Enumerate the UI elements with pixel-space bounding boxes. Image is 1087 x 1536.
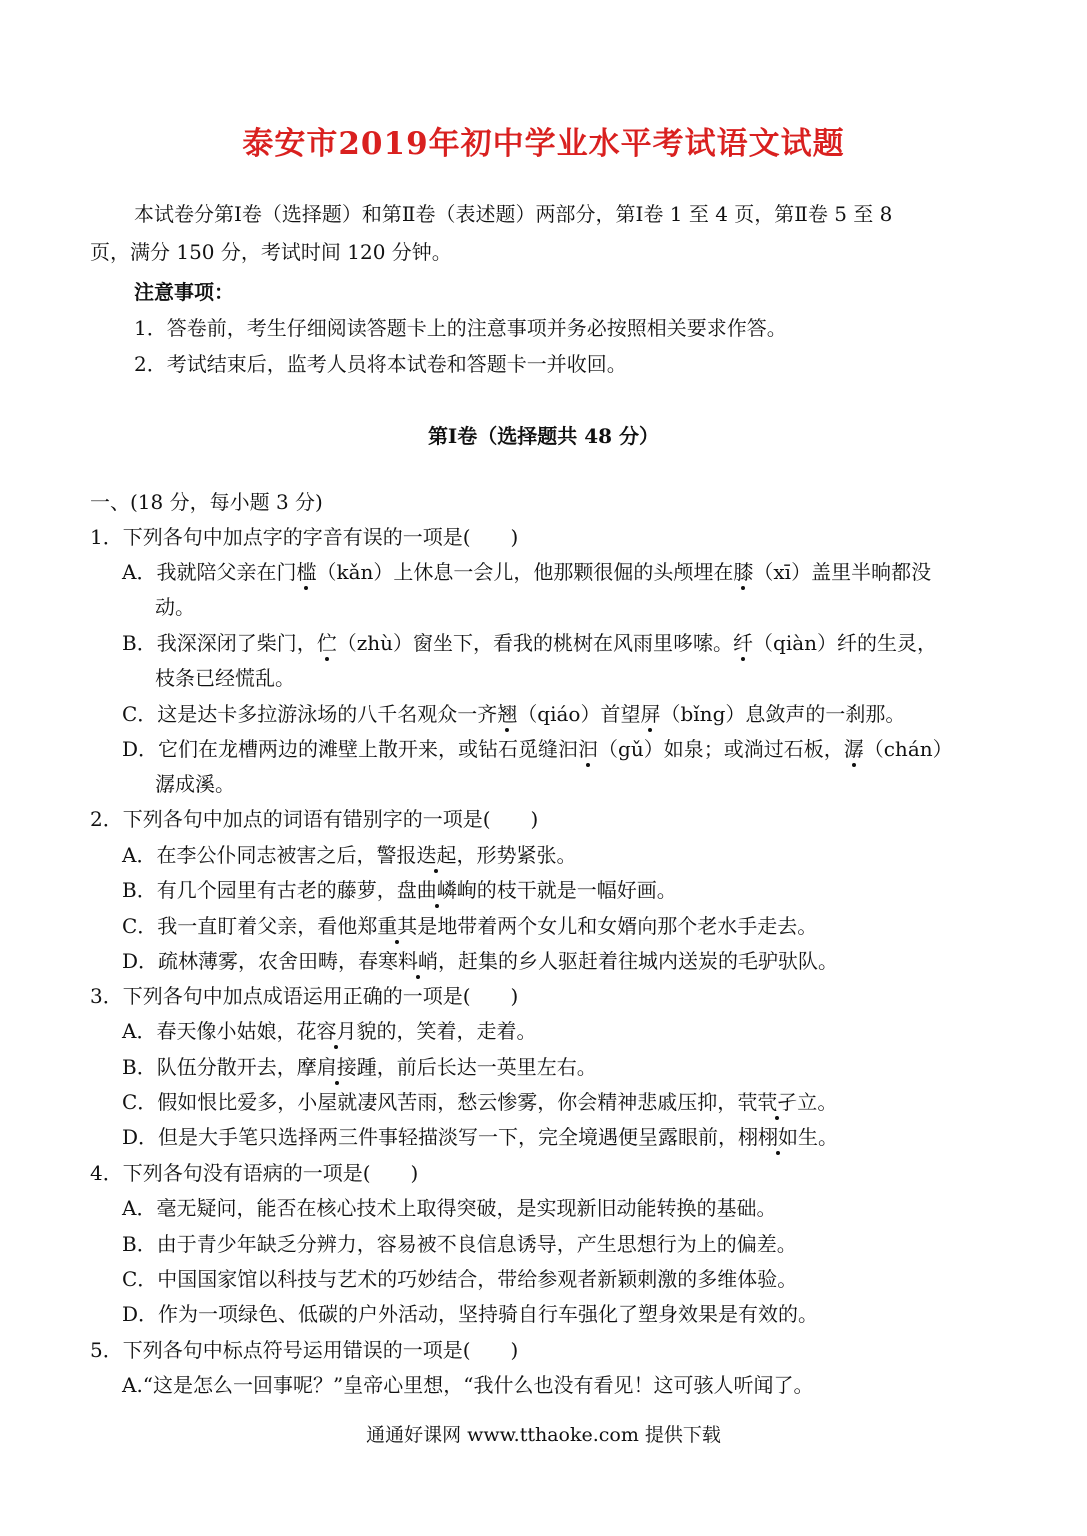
part-one-heading: 一、(18 分，每小题 3 分)	[90, 490, 323, 514]
q2-option-a: A．在李公仆同志被害之后，警报迭起，形势紧张。	[122, 843, 577, 867]
q5-stem: 5．下列各句中标点符号运用错误的一项是( )	[90, 1338, 519, 1362]
q4-option-d: D．作为一项绿色、低碳的户外活动，坚持骑自行车强化了塑身效果是有效的。	[122, 1302, 819, 1326]
q4-option-c: C．中国国家馆以科技与艺术的巧妙结合，带给参观者新颖刺激的多维体验。	[122, 1267, 798, 1291]
q4-stem: 4．下列各句没有语病的一项是( )	[90, 1161, 419, 1185]
section-heading: 第Ⅰ卷（选择题共 48 分）	[427, 424, 660, 448]
q2-option-b: B．有几个园里有古老的藤萝，盘曲嶙峋的枝干就是一幅好画。	[122, 878, 677, 902]
q1-option-d: D．它们在龙槽两边的滩壁上散开来，或钻石觅缝汩汩（gǔ）如泉；或淌过石板，潺（chán）	[122, 737, 953, 761]
q5-option-a: A.“这是怎么一回事呢？”皇帝心里想，“我什么也没有看见！这可骇人听闻了。	[122, 1373, 814, 1397]
q1-stem: 1．下列各句中加点字的字音有误的一项是( )	[90, 525, 519, 549]
q4-option-b: B．由于青少年缺乏分辨力，容易被不良信息诱导，产生思想行为上的偏差。	[122, 1232, 797, 1256]
q2-option-d: D．疏林薄雾，农舍田畴，春寒料峭，赶集的乡人驱赶着往城内送炭的毛驴驮队。	[122, 949, 839, 973]
q3-stem: 3．下列各句中加点成语运用正确的一项是( )	[90, 984, 519, 1008]
page-title: 泰安市2019年初中学业水平考试语文试题	[242, 126, 845, 162]
q3-option-c: C．假如恨比爱多，小屋就凄风苦雨，愁云惨雾，你会精神悲戚压抑，茕茕孑立。	[122, 1090, 838, 1114]
notice-heading: 注意事项：	[134, 280, 234, 304]
q3-option-a: A．春天像小姑娘，花容月貌的，笑着，走着。	[122, 1019, 537, 1043]
intro-line-2: 页，满分 150 分，考试时间 120 分钟。	[90, 240, 452, 264]
q2-stem: 2．下列各句中加点的词语有错别字的一项是( )	[90, 807, 539, 831]
q4-option-a: A．毫无疑问，能否在核心技术上取得突破，是实现新旧动能转换的基础。	[122, 1196, 777, 1220]
q1-option-d-cont: 潺成溪。	[155, 772, 235, 796]
q1-option-a: A．我就陪父亲在门槛（kǎn）上休息一会儿，他那颗很倔的头颅埋在膝（xī）盖里半晌都没	[122, 560, 932, 584]
page-footer: 通通好课网 www.tthaoke.com 提供下载	[366, 1424, 721, 1446]
q1-option-b: B．我深深闭了柴门，伫（zhù）窗坐下，看我的桃树在风雨里哆嗦。纤（qiàn）纤的生灵，	[122, 631, 938, 655]
q1-option-b-cont: 枝条已经慌乱。	[155, 666, 295, 690]
q2-option-c: C．我一直盯着父亲，看他郑重其是地带着两个女儿和女婿向那个老水手走去。	[122, 914, 818, 938]
q1-option-a-cont: 动。	[155, 595, 195, 619]
notice-item-2: 2．考试结束后，监考人员将本试卷和答题卡一并收回。	[134, 352, 627, 376]
q1-option-c: C．这是达卡多拉游泳场的八千名观众一齐翘（qiáo）首望屏（bǐng）息敛声的一刹那。	[122, 702, 906, 726]
q3-option-d: D．但是大手笔只选择两三件事轻描淡写一下，完全境遇便呈露眼前，栩栩如生。	[122, 1125, 839, 1149]
q3-option-b: B．队伍分散开去，摩肩接踵，前后长达一英里左右。	[122, 1055, 597, 1079]
intro-line-1: 本试卷分第Ⅰ卷（选择题）和第Ⅱ卷（表述题）两部分，第Ⅰ卷 1 至 4 页，第Ⅱ卷 5 至 8	[134, 202, 893, 226]
notice-item-1: 1．答卷前，考生仔细阅读答题卡上的注意事项并务必按照相关要求作答。	[134, 316, 787, 340]
